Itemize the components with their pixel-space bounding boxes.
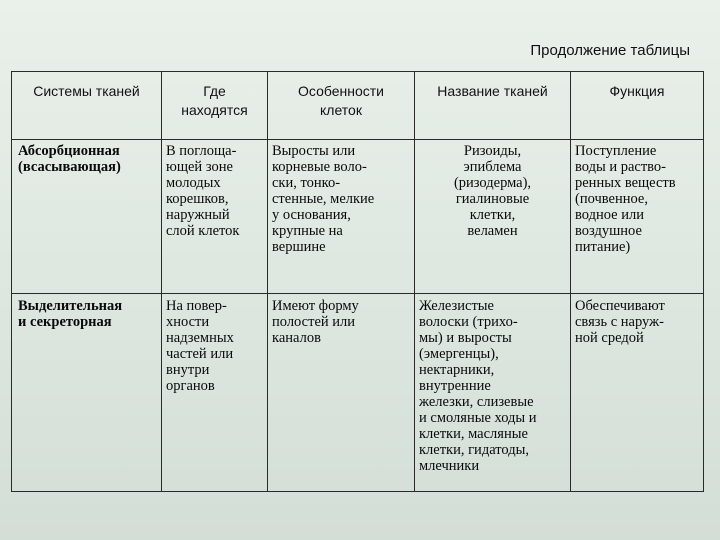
cell-line: млечники [419, 458, 480, 474]
cell-line: органов [166, 378, 215, 394]
cell-line: (ризодерма), [453, 175, 532, 191]
cell-line: Поступление [575, 143, 657, 159]
cell-system [12, 294, 162, 492]
cell-line: Имеют форму [272, 298, 359, 314]
cell-line: ной средой [575, 330, 644, 346]
cell-line: (эмергенцы), [419, 346, 499, 362]
cell-line: мы) и выросты [419, 330, 512, 346]
cell-line: крупные на [272, 223, 343, 239]
cell-line: слой клеток [166, 223, 240, 239]
cell-tissue-names [415, 294, 571, 492]
header-tissue-systems [12, 72, 162, 140]
tissue-systems-table [11, 71, 704, 492]
cell-line: и смоляные ходы и [419, 410, 537, 426]
cell-system [12, 140, 162, 294]
cell-line: полостей или [272, 314, 356, 330]
cell-line: частей или [166, 346, 234, 362]
cell-line: Обеспечивают [575, 298, 665, 314]
cell-line: вершине [272, 239, 326, 255]
cell-line: нектарники, [419, 362, 495, 378]
cell-line: Ризоиды, [463, 143, 522, 159]
cell-function [571, 140, 704, 294]
cell-line: ющей зоне [166, 159, 233, 175]
header-line: Функция [609, 83, 665, 99]
cell-line: эпиблема [463, 159, 522, 175]
cell-line: связь с наруж- [575, 314, 664, 330]
cell-location [162, 140, 268, 294]
header-line: Где [203, 83, 226, 99]
cell-line: и секреторная [18, 314, 112, 330]
cell-line: В поглоща- [166, 143, 237, 159]
cell-line: воздушное [575, 223, 642, 239]
cell-line: у основания, [272, 207, 351, 223]
header-line: Системы тканей [33, 83, 140, 99]
cell-line: клетки, гидатоды, [419, 442, 529, 458]
cell-features [268, 140, 415, 294]
cell-line: На повер- [166, 298, 227, 314]
cell-line: веламен [467, 223, 518, 239]
cell-line: каналов [272, 330, 321, 346]
cell-location [162, 294, 268, 492]
header-row [12, 72, 704, 140]
table-row-secretory [12, 294, 704, 492]
cell-function [571, 294, 704, 492]
cell-line: стенные, мелкие [272, 191, 375, 207]
cell-line: (всасывающая) [18, 159, 121, 175]
cell-line: (почвенное, [575, 191, 648, 207]
cell-line: ски, тонко- [272, 175, 341, 191]
cell-line: питание) [575, 239, 631, 255]
cell-line: Выросты или [272, 143, 356, 159]
cell-line: молодых [166, 175, 221, 191]
cell-tissue-names [415, 140, 571, 294]
header-line: Особенности [298, 83, 384, 99]
cell-line: надземных [166, 330, 234, 346]
cell-line: клетки, [469, 207, 516, 223]
header-line: Название тканей [437, 83, 548, 99]
header-function [571, 72, 704, 140]
cell-features [268, 294, 415, 492]
cell-line: внутри [166, 362, 210, 378]
cell-line: ренных веществ [575, 175, 676, 191]
cell-line: воды и раство- [575, 159, 666, 175]
cell-line: гиалиновые [455, 191, 530, 207]
cell-line: Абсорбционная [18, 143, 120, 159]
header-location [162, 72, 268, 140]
cell-line: корневые воло- [272, 159, 367, 175]
table-continuation-caption: Продолжение таблицы [530, 42, 690, 59]
cell-line: волоски (трихо- [419, 314, 518, 330]
cell-line: железки, слизевые [419, 394, 534, 410]
header-line: клеток [320, 102, 362, 118]
table-row-absorptive [12, 140, 704, 294]
cell-line: корешков, [166, 191, 229, 207]
cell-line: клетки, масляные [419, 426, 528, 442]
header-tissue-names [415, 72, 571, 140]
header-line: находятся [181, 102, 248, 118]
cell-line: Железистые [419, 298, 494, 314]
cell-line: водное или [575, 207, 644, 223]
header-cell-features [268, 72, 415, 140]
cell-line: Выделительная [18, 298, 123, 314]
cell-line: наружный [166, 207, 230, 223]
cell-line: хности [166, 314, 210, 330]
cell-line: внутренние [419, 378, 491, 394]
